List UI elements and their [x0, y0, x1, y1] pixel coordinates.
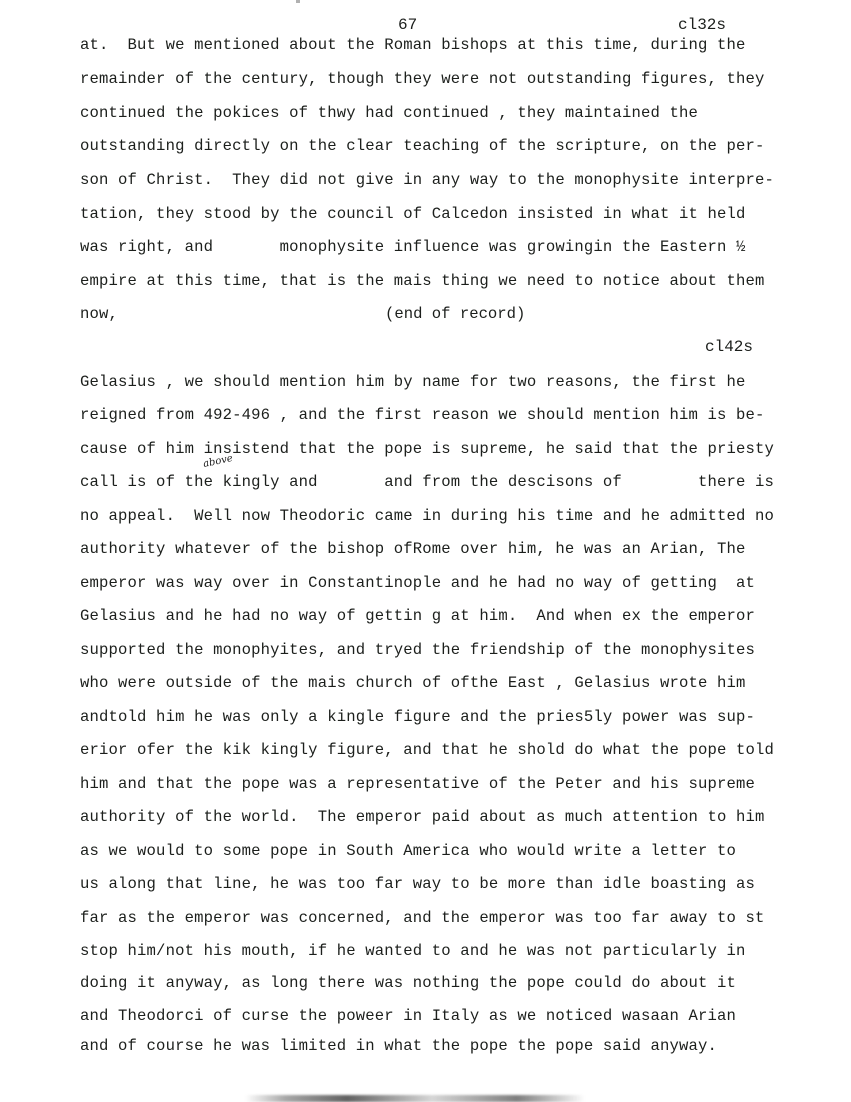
text-line: was right, and monophysite influence was growingin the Eastern ½ — [80, 238, 746, 256]
text-line: him and that the pope was a representative of the Peter and his supreme — [80, 775, 756, 793]
text-line: and Theodorci of curse the poweer in Italy as we noticed wasaan Arian — [80, 1007, 737, 1025]
text-line: as we would to some pope in South America who would write a letter to — [80, 842, 737, 860]
text-line: and of course he was limited in what the pope the pope said anyway. — [80, 1037, 718, 1055]
scan-edge-smudge — [245, 1095, 585, 1102]
text-line: call is of the kingly and and from the descisons of there is — [80, 473, 775, 491]
text-line: reigned from 492-496 , and the first reason we should mention him is be- — [80, 406, 765, 424]
text-line: Gelasius and he had no way of gettin g at him. And when ex the emperor — [80, 607, 756, 625]
text-line: continued the pokices of thwy had continued , they maintained the — [80, 104, 699, 122]
record-code-top: cl32s — [678, 16, 727, 34]
record-code-mid: cl42s — [705, 338, 754, 356]
end-of-record-note: (end of record) — [385, 305, 526, 323]
text-line: Gelasius , we should mention him by name for two reasons, the first he — [80, 373, 746, 391]
scan-speck — [296, 0, 300, 3]
text-line: empire at this time, that is the mais thing we need to notice about them — [80, 272, 765, 290]
text-line: authority of the world. The emperor paid about as much attention to him — [80, 808, 765, 826]
text-line: doing it anyway, as long there was nothing the pope could do about it — [80, 974, 737, 992]
page-number: 67 — [398, 16, 418, 34]
text-line: cause of him insistend that the pope is supreme, he said that the priesty — [80, 440, 775, 458]
text-line: no appeal. Well now Theodoric came in during his time and he admitted no — [80, 507, 775, 525]
text-line: emperor was way over in Constantinople and he had no way of getting at — [80, 574, 756, 592]
handwritten-annotation: above — [202, 453, 234, 470]
text-line: far as the emperor was concerned, and the emperor was too far away to st — [80, 909, 765, 927]
text-line: tation, they stood by the council of Calcedon insisted in what it held — [80, 205, 746, 223]
text-line: at. But we mentioned about the Roman bishops at this time, during the — [80, 36, 746, 54]
text-line: authority whatever of the bishop ofRome over him, he was an Arian, The — [80, 540, 746, 558]
text-line: us along that line, he was too far way to be more than idle boasting as — [80, 875, 756, 893]
text-line: son of Christ. They did not give in any way to the monophysite interpre- — [80, 171, 775, 189]
text-line: who were outside of the mais church of ofthe East , Gelasius wrote him — [80, 674, 746, 692]
text-line: supported the monophyites, and tryed the friendship of the monophysites — [80, 641, 756, 659]
text-line: remainder of the century, though they were not outstanding figures, they — [80, 70, 765, 88]
text-line: outstanding directly on the clear teaching of the scripture, on the per- — [80, 137, 765, 155]
text-line: andtold him he was only a kingle figure and the pries5ly power was sup- — [80, 708, 756, 726]
text-line: erior ofer the kik kingly figure, and that he shold do what the pope told — [80, 741, 775, 759]
text-line: stop him/not his mouth, if he wanted to and he was not particularly in — [80, 942, 746, 960]
text-line: now, — [80, 305, 119, 323]
